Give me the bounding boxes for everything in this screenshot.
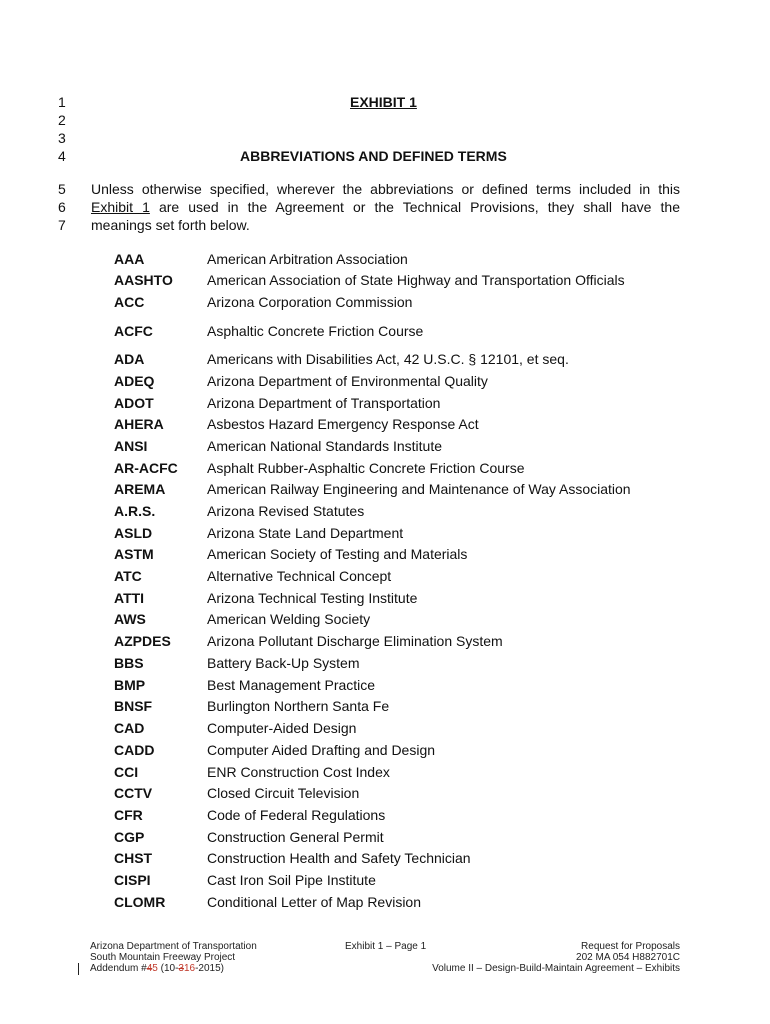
term-abbreviation: CGP	[114, 829, 145, 845]
term-definition: Construction General Permit	[207, 829, 384, 845]
term-definition: Best Management Practice	[207, 677, 376, 693]
term-abbreviation: CADD	[114, 742, 155, 758]
term-definition: Arizona State Land Department	[207, 525, 404, 541]
footer-project: South Mountain Freeway Project	[90, 952, 236, 963]
footer-agency: Arizona Department of Transportation	[90, 941, 257, 952]
term-definition: Arizona Revised Statutes	[207, 503, 365, 519]
term-abbreviation: ASLD	[114, 525, 153, 541]
term-abbreviation: CHST	[114, 850, 153, 866]
section-heading: ABBREVIATIONS AND DEFINED TERMS	[240, 148, 507, 164]
term-definition: American Railway Engineering and Maintenance of Way Association	[207, 481, 631, 497]
term-definition: Computer Aided Drafting and Design	[207, 742, 436, 758]
footer-page: Exhibit 1 – Page 1	[345, 941, 427, 952]
term-abbreviation: CAD	[114, 720, 145, 736]
line-number: 6	[58, 199, 66, 215]
term-abbreviation: CISPI	[114, 872, 151, 888]
term-abbreviation: ATTI	[114, 590, 145, 606]
term-definition: Conditional Letter of Map Revision	[207, 894, 422, 910]
term-abbreviation: BMP	[114, 677, 146, 693]
term-definition: Construction Health and Safety Technician	[207, 850, 471, 866]
term-abbreviation: CCTV	[114, 785, 153, 801]
term-abbreviation: AR-ACFC	[114, 460, 178, 476]
term-abbreviation: AAA	[114, 251, 145, 267]
term-definition: American Society of Testing and Materials	[207, 546, 468, 562]
term-definition: American Welding Society	[207, 611, 371, 627]
term-abbreviation: ANSI	[114, 438, 148, 454]
term-definition: Arizona Corporation Commission	[207, 294, 413, 310]
line-number: 1	[58, 94, 66, 110]
footer-right	[432, 941, 680, 974]
term-definition: Asphaltic Concrete Friction Course	[207, 323, 424, 339]
term-abbreviation: ADEQ	[114, 373, 155, 389]
term-definition: American Arbitration Association	[207, 251, 408, 267]
revision-bar	[78, 963, 79, 975]
term-abbreviation: AREMA	[114, 481, 166, 497]
line-number: 5	[58, 181, 66, 197]
intro-line-3: meanings set forth below.	[91, 217, 250, 233]
term-abbreviation: CCI	[114, 764, 139, 780]
term-definition: Arizona Pollutant Discharge Elimination System	[207, 633, 503, 649]
term-definition: Computer-Aided Design	[207, 720, 357, 736]
footer-contract-number: 202 MA 054 H882701C	[576, 952, 680, 963]
term-definition: Asphalt Rubber-Asphaltic Concrete Friction Course	[207, 460, 525, 476]
term-definition: Battery Back-Up System	[207, 655, 360, 671]
term-definition: Burlington Northern Santa Fe	[207, 698, 390, 714]
term-abbreviation: ADOT	[114, 395, 154, 411]
term-definition: Arizona Department of Environmental Quality	[207, 373, 488, 389]
term-definition: ENR Construction Cost Index	[207, 764, 390, 780]
footer-rfp: Request for Proposals	[581, 941, 680, 952]
footer-left	[90, 941, 257, 974]
footer-volume: Volume II – Design-Build-Maintain Agreement – Exhibits	[432, 963, 680, 974]
line-number: 3	[58, 130, 66, 146]
term-abbreviation: AWS	[114, 611, 146, 627]
term-abbreviation: BNSF	[114, 698, 153, 714]
term-abbreviation: CFR	[114, 807, 143, 823]
term-definition: Closed Circuit Television	[207, 785, 360, 801]
term-abbreviation: ACFC	[114, 323, 153, 339]
term-abbreviation: CLOMR	[114, 894, 166, 910]
line-number: 7	[58, 217, 66, 233]
line-number: 4	[58, 148, 66, 164]
term-abbreviation: A.R.S.	[114, 503, 156, 519]
exhibit-title: EXHIBIT 1	[350, 94, 417, 110]
term-definition: Alternative Technical Concept	[207, 568, 392, 584]
term-definition: American Association of State Highway and Transportation Officials	[207, 272, 625, 288]
term-abbreviation: AZPDES	[114, 633, 171, 649]
term-definition: American National Standards Institute	[207, 438, 443, 454]
term-definition: Asbestos Hazard Emergency Response Act	[207, 416, 479, 432]
term-abbreviation: BBS	[114, 655, 144, 671]
term-definition: Code of Federal Regulations	[207, 807, 386, 823]
term-abbreviation: ACC	[114, 294, 145, 310]
footer-addendum: Addendum #45 (10-316-2015)	[90, 963, 224, 974]
term-definition: Cast Iron Soil Pipe Institute	[207, 872, 376, 888]
term-abbreviation: ADA	[114, 351, 145, 367]
line-number: 2	[58, 112, 66, 128]
term-definition: Arizona Department of Transportation	[207, 395, 441, 411]
term-abbreviation: AHERA	[114, 416, 164, 432]
intro-line-1: Unless otherwise specified, wherever the abbreviations or defined terms included in this	[91, 181, 680, 197]
intro-line-2	[91, 199, 680, 215]
intro-line-2-text: are used in the Agreement or the Technical Provisions, they shall have the	[149, 199, 680, 215]
term-definition: Americans with Disabilities Act, 42 U.S.C. § 12101, et seq.	[207, 351, 569, 367]
term-abbreviation: ATC	[114, 568, 142, 584]
term-abbreviation: AASHTO	[114, 272, 173, 288]
term-abbreviation: ASTM	[114, 546, 154, 562]
exhibit-link[interactable]: Exhibit 1	[91, 199, 150, 215]
term-definition: Arizona Technical Testing Institute	[207, 590, 418, 606]
